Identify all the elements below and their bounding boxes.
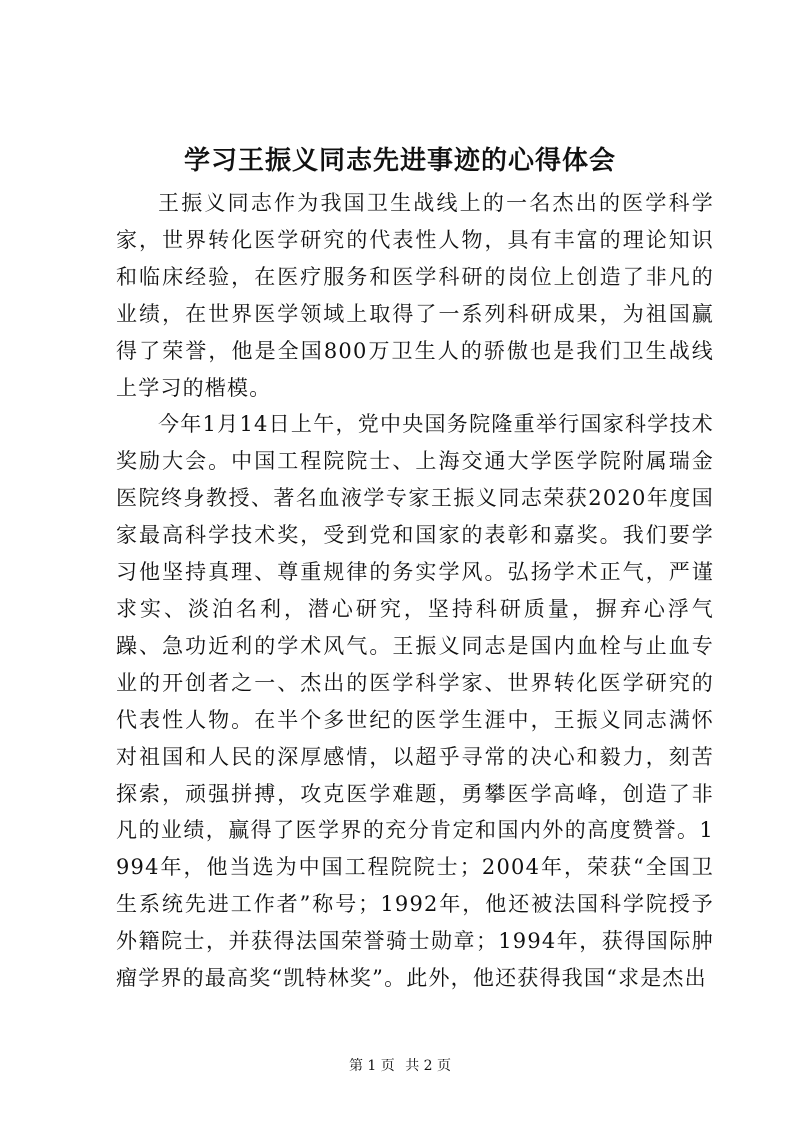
page-footer xyxy=(0,1056,800,1076)
paragraph-1: 王振义同志作为我国卫生战线上的一名杰出的医学科学家，世界转化医学研究的代表性人物，具有丰富的理论知识和临床经验，在医疗服务和医学科研的岗位上创造了非凡的业绩，在世界医学领域上取得了一系列科研成果，为祖国赢得了荣誉，他是全国800万卫生人的骄傲也是我们卫生战线上学习的楷模。 xyxy=(116,191,714,400)
document-body xyxy=(116,185,714,997)
page-total: 共 2 页 xyxy=(405,1058,452,1074)
paragraph-2: 今年1月14日上午，党中央国务院隆重举行国家科学技术奖励大会。中国工程院院士、上海交通大学医学院附属瑞金医院终身教授、著名血液学专家王振义同志荣获2020年度国家最高科学技术奖，受到党和国家的表彰和嘉奖。我们要学习他坚持真理、尊重规律的务实学风。弘扬学术正气，严谨求实、淡泊名利，潜心研究，坚持科研质量，摒弃心浮气躁、急功近利的学术风气。王振义同志是国内血栓与止血专业的开创者之一、杰出的医学科学家、世界转化医学研究的代表性人物。在半个多世纪的医学生涯中，王振义同志满怀对祖国和人民的深厚感情，以超乎寻常的决心和毅力，刻苦探索，顽强拼搏，攻克医学难题，勇攀医学高峰，创造了非凡的业绩，赢得了医学界的充分肯定和国内外的高度赞誉。1994年，他当选为中国工程院院士；2004年，荣获“全国卫生系统先进工作者”称号；1992年，他还被法国科学院授予外籍院士，并获得法国荣誉骑士勋章；1994年，获得国际肿瘤学界的最高奖“凯特林奖”。此外，他还获得我国“求是杰出 xyxy=(116,412,714,991)
page-number: 第 1 页 xyxy=(348,1058,395,1074)
document-title: 学习王振义同志先进事迹的心得体会 xyxy=(183,146,616,176)
